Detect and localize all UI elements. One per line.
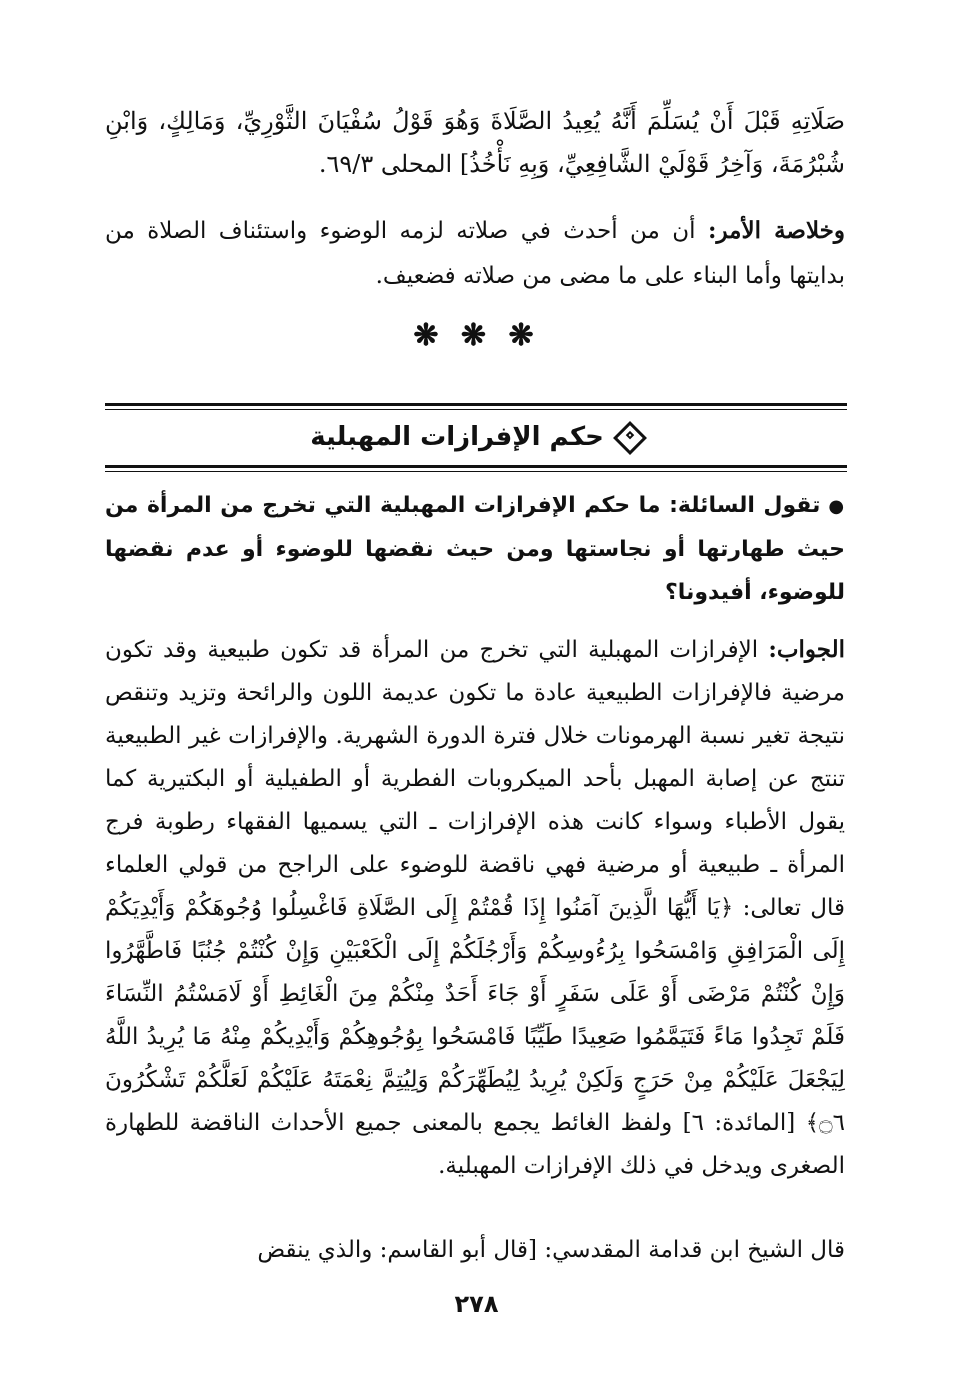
question-paragraph xyxy=(105,484,845,614)
top-double-rule-thick xyxy=(105,403,847,406)
summary-text: أن من أحدث في صلاته لزمه الوضوء واستئناف الصلاة من بدايتها وأما البناء على ما مضى من صلاته فضعيف. xyxy=(105,218,845,289)
bullet-icon: ● xyxy=(828,496,845,517)
page-number: ٢٧٨ xyxy=(454,1290,499,1318)
answer-paragraph xyxy=(105,628,845,1188)
answer-label: الجواب: xyxy=(768,636,845,663)
bottom-double-rule-thick xyxy=(105,465,847,468)
diamond-icon xyxy=(613,421,647,455)
bottom-double-rule-thin xyxy=(105,471,847,472)
section-title: حكم الإفرازات المهبلية xyxy=(310,422,604,452)
summary-paragraph xyxy=(105,208,845,299)
closing-line: قال الشيخ ابن قدامة المقدسي: [قال أبو القاسم: والذي ينقض xyxy=(257,1237,845,1263)
top-double-rule-thin xyxy=(105,409,847,410)
answer-text: الإفرازات المهبلية التي تخرج من المرأة قد تكون طبيعية وقد تكون مرضية فالإفرازات الطبيعية عادة ما تكون عديمة اللون والرائحة وتزيد وتنقص نتيجة تغير نسبة الهرمونات خلال فترة الدورة الشهرية. والإفرازات غير الطبيعية تنتج عن إصابة المهبل بأحد الميكروبات الفطرية أو الطفيلية أو البكتيرية كما يقول الأطباء وسواء كانت هذه الإفرازات ـ التي يسميها الفقهاء رطوبة فرج المرأة ـ طبيعية أو مرضية فهي ناقضة للوضوء على الراجح من قولي العلماء قال تعالى: ﴿يَا أَيُّهَا الَّذِينَ آمَنُوا إِذَا قُمْتُمْ إِلَى الصَّلَاةِ فَاغْسِلُوا وُجُوهَكُمْ وَأَيْدِيَكُمْ إِلَى الْمَرَافِقِ وَامْسَحُوا بِرُءُوسِكُمْ وَأَرْجُلَكُمْ إِلَى الْكَعْبَيْنِ وَإِنْ كُنْتُمْ جُنُبًا فَاطَّهَّرُوا وَإِنْ كُنْتُمْ مَرْضَى أَوْ عَلَى سَفَرٍ أَوْ جَاءَ أَحَدٌ مِنْكُمْ مِنَ الْغَائِطِ أَوْ لَامَسْتُمُ النِّسَاءَ فَلَمْ تَجِدُوا مَاءً فَتَيَمَّمُوا صَعِيدًا طَيِّبًا فَامْسَحُوا بِوُجُوهِكُمْ وَأَيْدِيكُمْ مِنْهُ مَا يُرِيدُ اللَّهُ لِيَجْعَلَ عَلَيْكُمْ مِنْ حَرَجٍ وَلَكِنْ يُرِيدُ لِيُطَهِّرَكُمْ وَلِيُتِمَّ نِعْمَتَهُ عَلَيْكُمْ لَعَلَّكُمْ تَشْكُرُونَ ۝٦﴾ [المائدة: ٦] ولفظ الغائط يجمع بالمعنى جميع الأحداث الناقضة للطهارة الصغرى ويدخل في ذلك الإفرازات المهبلية. xyxy=(105,637,845,1179)
summary-label: وخلاصة الأمر: xyxy=(707,217,845,244)
section-separator: ❋ ❋ ❋ xyxy=(413,318,540,353)
continued-paragraph: صَلَاتِهِ قَبْلَ أَنْ يُسَلِّمَ أَنَّهُ يُعِيدُ الصَّلَاةَ وَهُوَ قَوْلُ سُفْيَانَ الثَّوْرِيِّ، وَمَالِكٍ، وَابْنِ شُبْرُمَةَ، وَآخِرُ قَوْلَيْ الشَّافِعِيِّ، وَبِهِ نَأْخُذُ] المحلى ٦٩/٣. xyxy=(105,107,845,178)
question-text: تقول السائلة: ما حكم الإفرازات المهبلية التي تخرج من المرأة من حيث طهارتها أو نجاستها ومن حيث نقضها للوضوء أو عدم نقضها للوضوء، أفيدونا؟ xyxy=(105,493,845,605)
section-heading xyxy=(105,415,847,459)
